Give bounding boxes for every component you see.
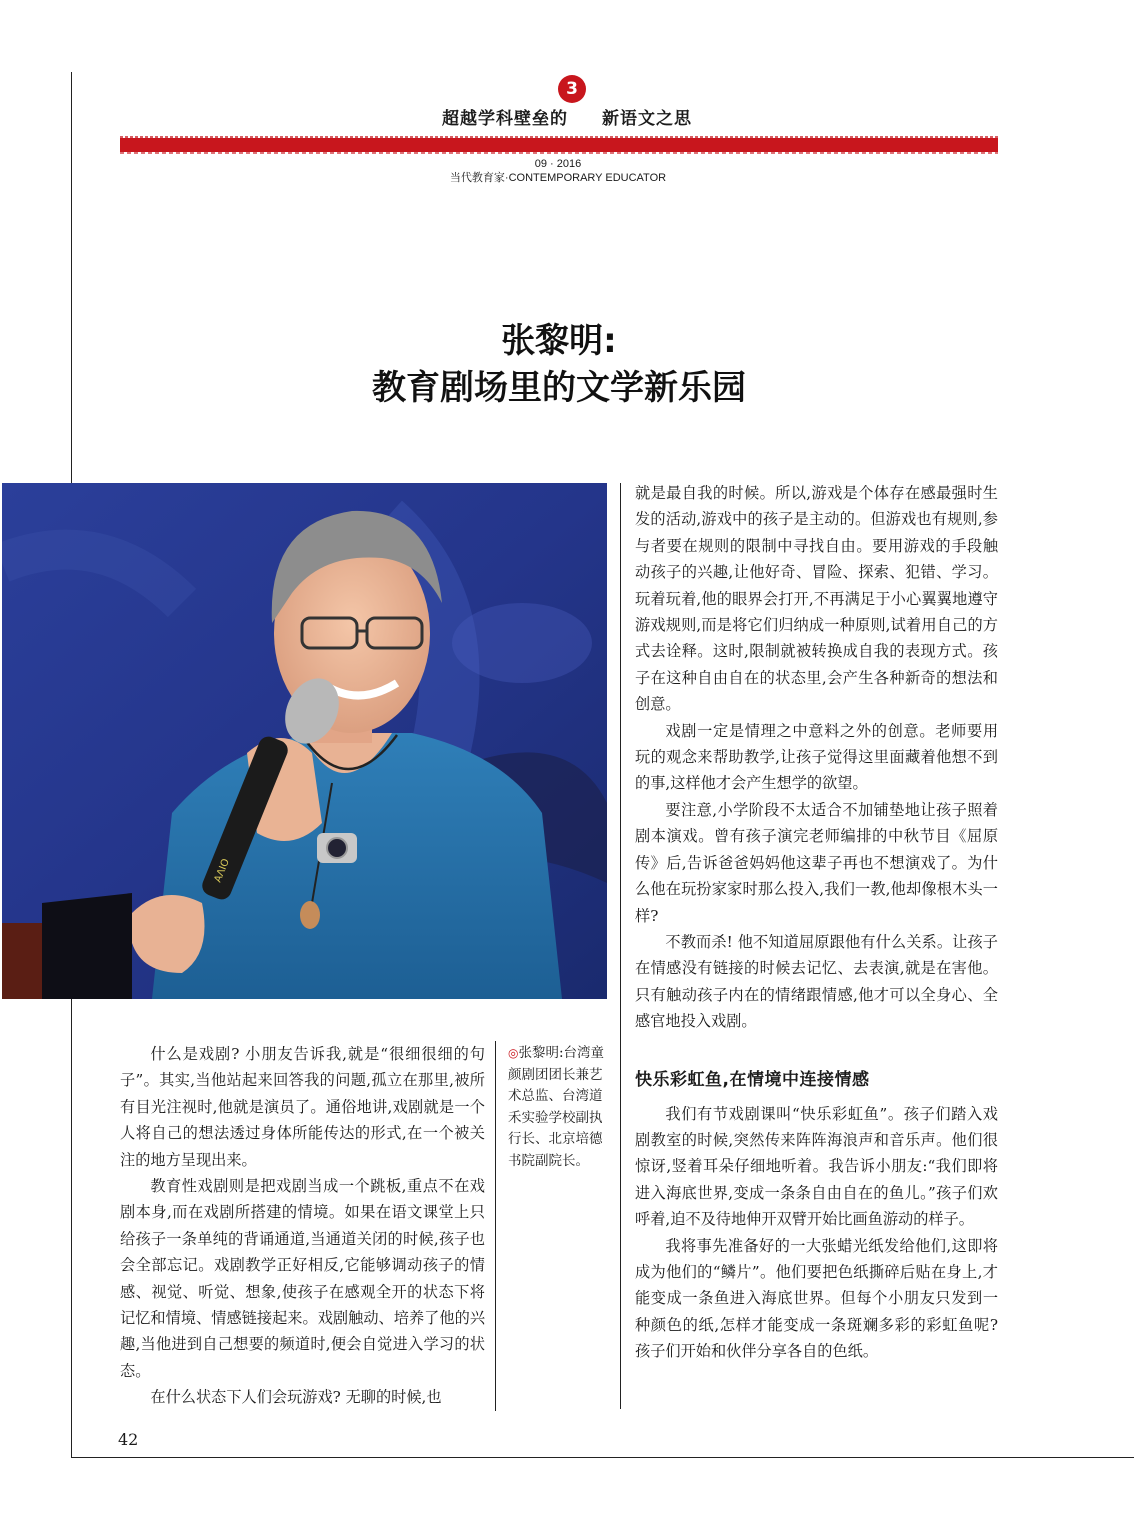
section-title-left: 超越学科壁垒的 [442,109,568,129]
mic-tag: ΑΛΙΟ [212,857,232,885]
paragraph: 不教而杀! 他不知道屈原跟他有什么关系。让孩子在情感没有链接的时候去记忆、去表演,就是在害他。只有触动孩子内在的情绪跟情感,他才可以全身心、全感官地投入戏剧。 [635,932,998,1031]
paragraph: 什么是戏剧? 小朋友告诉我,就是“很细很细的句子”。其实,当他站起来回答我的问题,孤立在那里,被所有目光注视时,他就是演员了。通俗地讲,戏剧就是一个人将自己的想法透过身体所能传达的形式,在一个被关注的地方呈现出来。 [120,1045,485,1169]
paragraph: 在什么状态下人们会玩游戏? 无聊的时候,也 [150,1388,442,1407]
paragraph: 就是最自我的时候。所以,游戏是个体存在感最强时生发的活动,游戏中的孩子是主动的。但游戏也有规则,参与者要在规则的限制中寻找自由。要用游戏的手段触动孩子的兴趣,让他好奇、冒险、探索、犯错、学习。玩着玩着,他的眼界会打开,不再满足于小心翼翼地遵守游戏规则,而是将它们归纳成一种原则,试着用自己的方式去诠释。这时,限制就被转换成自我的表现方式。孩子在这种自由自在的状态里,会产生各种新奇的想法和创意。 [635,484,998,714]
article-title [0,318,1118,412]
paragraph: 我将事先准备好的一大张蜡光纸发给他们,这即将成为他们的“鳞片”。他们要把色纸撕碎后贴在身上,才能变成一条鱼进入海底世界。但每个小朋友只发到一种颜色的纸,怎样才能变成一条斑斓多彩的彩虹鱼呢? 孩子们开始和伙伴分享各自的色纸。 [635,1236,998,1361]
magazine-name: 当代教育家·CONTEMPORARY EDUCATOR [449,172,667,184]
section-title [0,104,1134,129]
portrait-photo [2,483,607,999]
bottom-rule [71,1457,1134,1458]
subheading: 快乐彩虹鱼,在情境中连接情感 [635,1069,870,1090]
column-divider-right [620,483,621,1409]
page-number: 42 [118,1430,139,1449]
column-divider [495,1041,496,1411]
article-title-line2: 教育剧场里的文学新乐园 [372,368,746,408]
article-title-line1: 张黎明: [501,321,617,361]
column-right [635,480,998,1365]
photo-caption [508,1043,608,1172]
header-red-bar [120,138,998,152]
caption-circle-icon: ◎ [508,1046,519,1060]
caption-text: 张黎明:台湾童颜剧团团长兼艺术总监、台湾道禾实验学校副执行长、北京培德书院副院长。 [508,1045,605,1169]
paragraph: 要注意,小学阶段不太适合不加铺垫地让孩子照着剧本演戏。曾有孩子演完老师编排的中秋节目《屈原传》后,告诉爸爸妈妈他这辈子再也不想演戏了。为什么他在玩扮家家时那么投入,我们一教,他却像根木头一样? [635,800,998,925]
issue-info [0,157,1116,185]
issue-date: 09 · 2016 [534,158,582,170]
paragraph: 戏剧一定是情理之中意料之外的创意。老师要用玩的观念来帮助教学,让孩子觉得这里面藏着他想不到的事,这样他才会产生想学的欲望。 [635,721,998,793]
paragraph: 我们有节戏剧课叫“快乐彩虹鱼”。孩子们踏入戏剧教室的时候,突然传来阵阵海浪声和音乐声。他们很惊讶,竖着耳朵仔细地听着。我告诉小朋友:“我们即将进入海底世界,变成一条条自由自在的鱼儿。”孩子们欢呼着,迫不及待地伸开双臂开始比画鱼游动的样子。 [635,1104,998,1229]
paragraph: 教育性戏剧则是把戏剧当成一个跳板,重点不在戏剧本身,而在戏剧所搭建的情境。如果在语文课堂上只给孩子一条单纯的背诵通道,当通道关闭的时候,孩子也会全部忘记。戏剧教学正好相反,它能够调动孩子的情感、视觉、听觉、想象,使孩子在感观全开的状态下将记忆和情境、情感链接起来。戏剧触动、培养了他的兴趣,当他进到自己想要的频道时,便会自觉进入学习的状态。 [120,1177,485,1380]
column-left [120,1041,485,1411]
section-number-badge: 3 [558,75,586,103]
section-title-right: 新语文之思 [602,109,692,129]
